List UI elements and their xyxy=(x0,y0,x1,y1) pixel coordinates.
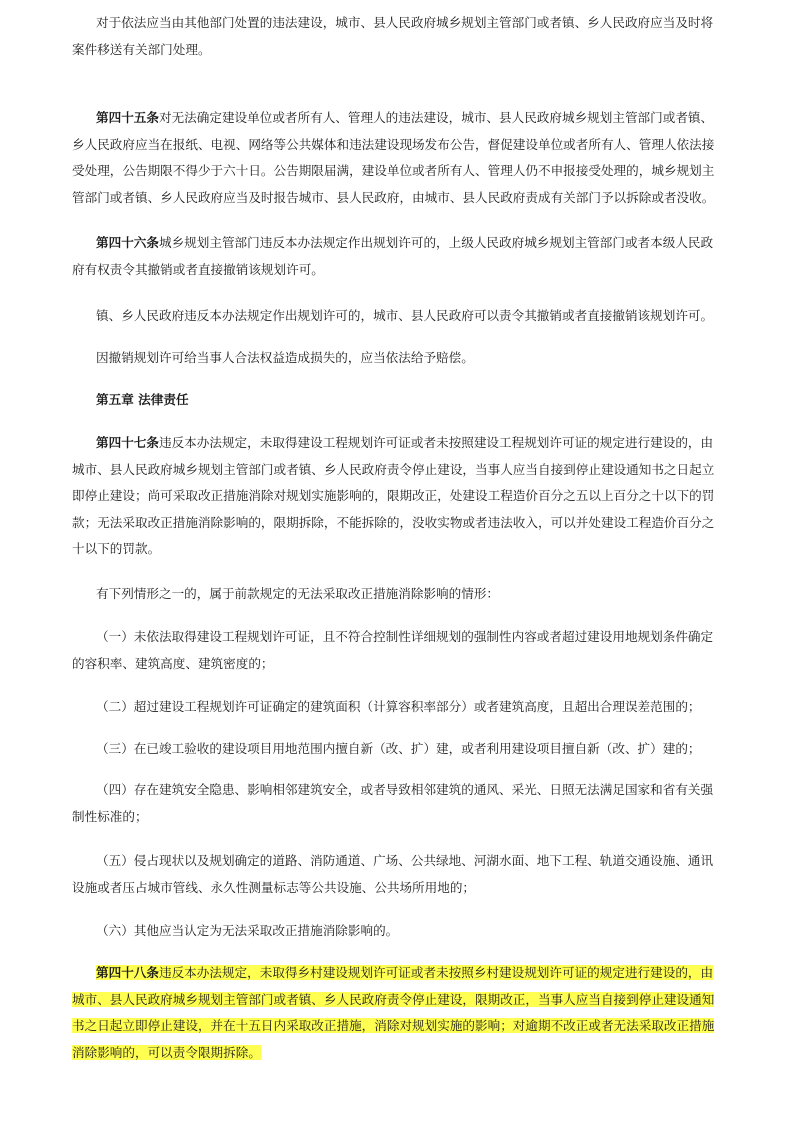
text-line: 乡人民政府应当在报纸、电视、网络等公共媒体和违法建设现场发布公告，督促建设单位或者所有人、管理人依法接 xyxy=(72,136,715,152)
list-item xyxy=(72,848,722,901)
text-line: 款；无法采取改正措施消除影响的，限期拆除，不能拆除的，没收实物或者违法收入，可以并处建设工程造价百分之 xyxy=(72,514,715,530)
text-line: （一）未依法取得建设工程规划许可证，且不符合控制性详细规划的强制性内容或者超过建设用地规划条件确定 xyxy=(96,629,714,644)
article-45 xyxy=(72,105,722,211)
text-line: 城乡规划主管部门违反本办法规定作出规划许可的，上级人民政府城乡规划主管部门或者本级人民政 xyxy=(158,235,714,250)
chapter-heading: 第五章 法律责任 xyxy=(96,392,189,407)
text-line: 违反本办法规定，未取得建设工程规划许可证或者未按照建设工程规划许可证的规定进行建设的，由 xyxy=(158,435,714,450)
text-line: 管部门或者镇、乡人民政府应当及时报告城市、县人民政府，由城市、县人民政府责成有关部门予以拆除或者没收。 xyxy=(72,189,715,205)
text-line: 城市、县人民政府城乡规划主管部门或者镇、乡人民政府责令停止建设，当事人应当自接到停止建设通知书之日起立 xyxy=(72,461,715,477)
list-item xyxy=(72,736,722,763)
text-line: 对无法确定建设单位或者所有人、管理人的违法建设，城市、县人民政府城乡规划主管部门或者镇、 xyxy=(158,110,714,125)
text-line: 违反本办法规定，未取得乡村建设规划许可证或者未按照乡村建设规划许可证的规定进行建设的，由 xyxy=(158,965,714,980)
text-line: （四）存在建筑安全隐患、影响相邻建筑安全，或者导致相邻建筑的通风、采光、日照无法满足国家和省有关强 xyxy=(96,782,714,797)
list-item xyxy=(72,624,722,677)
text-line: （六）其他应当认定为无法采取改正措施消除影响的。 xyxy=(96,923,399,938)
text-line: 书之日起立即停止建设，并在十五日内采取改正措施，消除对规划实施的影响；对逾期不改正或者无法采取改正措施 xyxy=(72,1018,715,1033)
text-line: 制性标准的； xyxy=(72,808,148,824)
text-line: （三）在已竣工验收的建设项目用地范围内擅自新（改、扩）建，或者利用建设项目擅自新（改、扩）建的； xyxy=(96,741,701,756)
article-label: 第四十七条 xyxy=(96,435,159,450)
text-line: 消除影响的，可以责令限期拆除。 xyxy=(72,1044,261,1060)
article-label: 第四十五条 xyxy=(96,110,159,125)
list-item xyxy=(72,918,722,945)
text-line: 有下列情形之一的，属于前款规定的无法采取改正措施消除影响的情形： xyxy=(96,586,499,601)
text-line: 十以下的罚款。 xyxy=(72,541,161,556)
list-item xyxy=(72,777,722,830)
text-line: 镇、乡人民政府违反本办法规定作出规划许可的，城市、县人民政府可以责令其撤销或者直接撤销该规划许可。 xyxy=(96,308,714,323)
article-47 xyxy=(72,430,722,563)
article-48-highlighted xyxy=(72,960,722,1066)
text-line: （五）侵占现状以及规划确定的道路、消防通道、广场、公共绿地、河湖水面、地下工程、轨道交通设施、通讯 xyxy=(96,853,714,868)
text-line: 受处理，公告期限不得少于六十日。公告期限届满，建设单位或者所有人、管理人仍不申报接受处理的，城乡规划主 xyxy=(72,163,715,178)
text-line: 对于依法应当由其他部门处置的违法建设，城市、县人民政府城乡规划主管部门或者镇、乡人民政府应当及时将 xyxy=(96,15,714,30)
text-line: 设施或者压占城市管线、永久性测量标志等公共设施、公共场所用地的； xyxy=(72,879,475,895)
text-line: （二）超过建设工程规划许可证确定的建筑面积（计算容积率部分）或者建筑高度，且超出合理误差范围的； xyxy=(96,699,701,714)
text-line: 案件移送有关部门处理。 xyxy=(72,41,211,57)
paragraph-compensation xyxy=(72,345,722,372)
text-line: 因撤销规划许可给当事人合法权益造成损失的，应当依法给予赔偿。 xyxy=(96,350,474,365)
paragraph-transfer-cases xyxy=(72,10,722,63)
article-label: 第四十八条 xyxy=(96,965,159,980)
text-line: 即停止建设；尚可采取改正措施消除对规划实施影响的，限期改正，处建设工程造价百分之五以上百分之十以下的罚 xyxy=(72,488,715,503)
text-line: 城市、县人民政府城乡规划主管部门或者镇、乡人民政府责令停止建设，限期改正，当事人应当自接到停止建设通知 xyxy=(72,991,715,1007)
text-line: 的容积率、建筑高度、建筑密度的； xyxy=(72,655,274,671)
paragraph-town-permit xyxy=(72,303,722,330)
text-line: 府有权责令其撤销或者直接撤销该规划许可。 xyxy=(72,261,324,277)
article-46 xyxy=(72,230,722,283)
article-label: 第四十六条 xyxy=(96,235,159,250)
paragraph-cases-intro xyxy=(72,581,722,608)
list-item xyxy=(72,694,722,721)
